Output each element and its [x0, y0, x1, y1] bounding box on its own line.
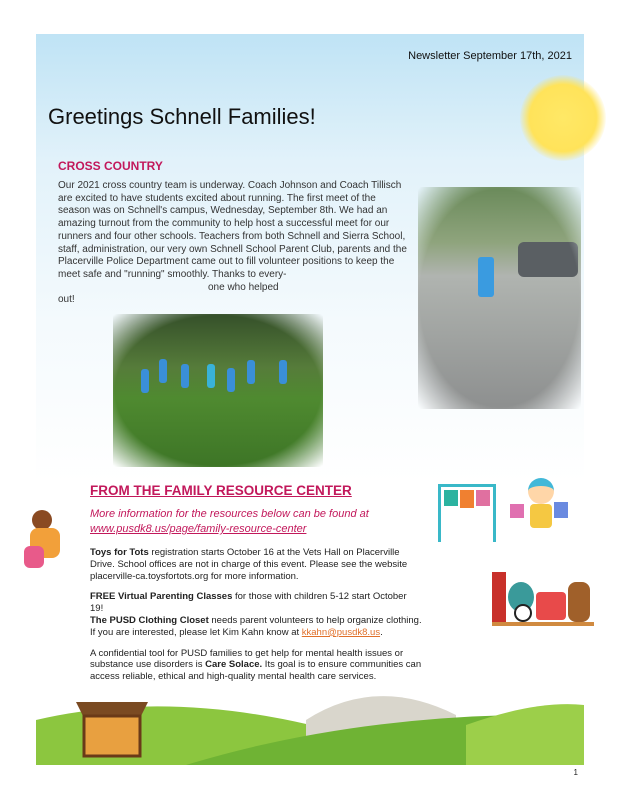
- parenting-paragraph: [90, 591, 422, 638]
- closet-end: .: [380, 626, 383, 638]
- cross-country-text: Our 2021 cross country team is underway. Coach Johnson and Coach Tillisch are excited to have students excited about running. The first meet of the season was on Schnell's campus, Wednesday, September 8th. We had an amazing turnout from the community to help host a successful meet for our runners and four other schools. Teachers from both Schnell and Sierra School, staff, administration, our very own Schnell School Parent Club, parents and the Placerville Police Department came out to fill volunteer positions to keep the meet safe and "running" smoothly. Thanks to every-: [58, 180, 407, 280]
- sun-illustration: [520, 75, 606, 161]
- page-number: 1: [573, 768, 578, 777]
- cross-country-body: [58, 180, 410, 307]
- family-resource-link[interactable]: www.pusdk8.us/page/family-resource-center: [90, 523, 307, 535]
- classes-bold: FREE Virtual Parenting Classes: [90, 591, 233, 603]
- hills-drawing: [36, 680, 584, 765]
- parent-hugging-child-illustration: [24, 510, 72, 572]
- toys-text: registration starts October 16 at the Vets Hall on Placerville Drive. School offices are not in charge of this event. Please see the website placerville-ca.toysfortots.org for more information.: [90, 547, 408, 582]
- care-text: A confidential tool for PUSD families to get help for mental health issues or substance use disorders is: [90, 647, 404, 671]
- runner-photo: [418, 187, 581, 409]
- more-info-text: More information for the resources below can be found at: [90, 508, 369, 520]
- more-info: [90, 507, 422, 537]
- toys-bold: Toys for Tots: [90, 547, 149, 558]
- child-holding-clothes-illustration: [510, 478, 570, 544]
- hills-illustration: [36, 680, 584, 765]
- care-end: Its goal is to ensure communities can access reliable, ethical and high-quality mental health care services.: [90, 659, 422, 683]
- classes-text: for those with children 5-12 start October 19!: [90, 591, 407, 615]
- toys-illustration: [492, 572, 594, 628]
- toys-for-tots-paragraph: [90, 547, 422, 582]
- family-resource-heading: FROM THE FAMILY RESOURCE CENTER: [90, 483, 352, 498]
- clothing-rack-illustration: [438, 484, 498, 544]
- newsletter-date: Newsletter September 17th, 2021: [408, 50, 572, 62]
- family-resource-section: [90, 483, 422, 692]
- page-title: Greetings Schnell Families!: [48, 104, 316, 129]
- cross-country-text-end: out!: [58, 294, 75, 306]
- closet-text: needs parent volunteers to help organize clothing. If you are interested, please let Kim Kahn know at: [90, 614, 422, 638]
- closet-bold: The PUSD Clothing Closet: [90, 614, 209, 626]
- care-solace-paragraph: [90, 648, 422, 683]
- email-link[interactable]: kkahn@pusdk8.us: [301, 626, 381, 638]
- care-bold: Care Solace.: [205, 659, 263, 671]
- team-photo: [113, 314, 323, 467]
- cross-country-text-right: one who helped: [208, 281, 279, 293]
- cross-country-heading: CROSS COUNTRY: [58, 159, 163, 173]
